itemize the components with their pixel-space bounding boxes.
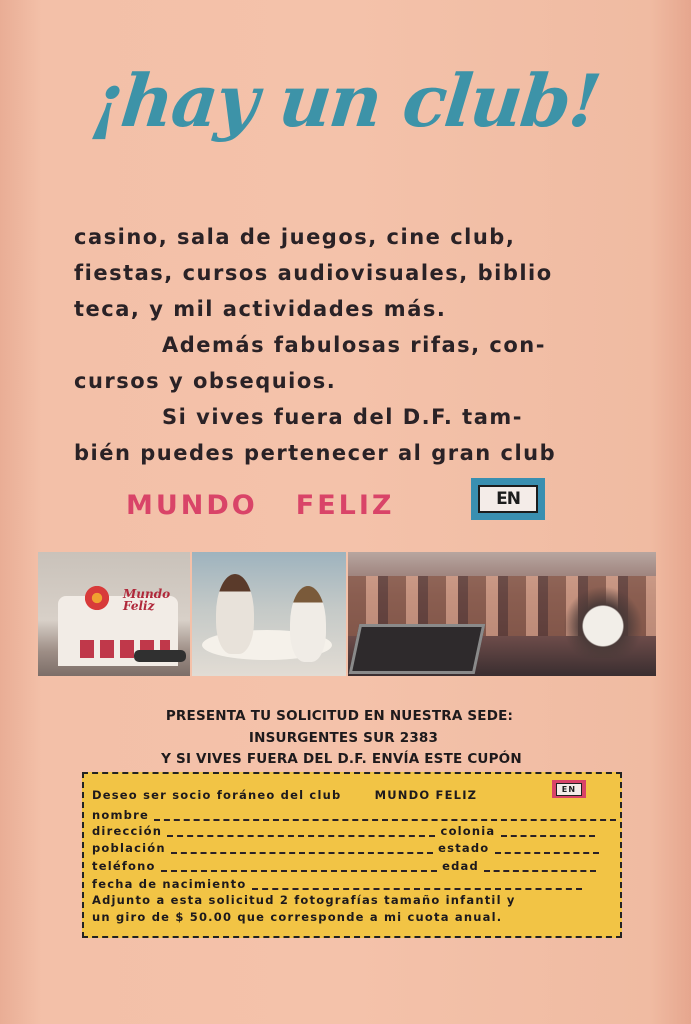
- children-at-table-photo: [192, 552, 346, 676]
- body-line: fiestas, cursos audiovisuales, biblio: [74, 261, 553, 285]
- field-label: edad: [442, 859, 479, 873]
- body-line: Además fabulosas rifas, con-: [162, 333, 546, 357]
- body-line: Si vives fuera del D.F. tam-: [162, 405, 523, 429]
- nombre-input-line[interactable]: [154, 811, 616, 821]
- fecha-input-line[interactable]: [252, 880, 582, 890]
- guitar-group-shape: [558, 578, 648, 658]
- poblacion-input-line[interactable]: [171, 844, 433, 854]
- club-building-photo: [38, 552, 190, 676]
- brand-word: MUNDO: [126, 490, 258, 521]
- instruction-line: INSURGENTES SUR 2383: [248, 730, 439, 746]
- field-telefono[interactable]: [92, 859, 596, 873]
- headline: ¡hay un club!: [87, 58, 604, 143]
- brand-name: [126, 490, 394, 521]
- instruction-line: PRESENTA TU SOLICITUD EN NUESTRA SEDE:: [165, 708, 514, 724]
- coupon-note: Adjunto a esta solicitud 2 fotografías tamaño infantil y: [92, 893, 516, 907]
- logo-mark: EN: [478, 485, 538, 513]
- flower-logo-icon: [83, 584, 111, 612]
- building-sign: Mundo Feliz: [123, 587, 171, 613]
- games-room-photo: [348, 552, 656, 676]
- body-line: bién puedes pertenecer al gran club: [74, 441, 557, 465]
- direccion-input-line[interactable]: [167, 827, 435, 837]
- field-label: población: [92, 841, 166, 855]
- body-text: [74, 219, 634, 471]
- child-figure: [216, 574, 254, 654]
- coupon-brand: MUNDO FELIZ: [374, 788, 478, 802]
- field-label: colonia: [440, 824, 496, 838]
- foosball-table-shape: [349, 624, 486, 674]
- body-line: teca, y mil actividades más.: [74, 297, 447, 321]
- colonia-input-line[interactable]: [501, 827, 595, 837]
- coupon-header-text: Deseo ser socio foráneo del club: [92, 788, 342, 802]
- edad-input-line[interactable]: [484, 862, 596, 872]
- field-label: fecha de nacimiento: [92, 877, 247, 891]
- body-line: cursos y obsequios.: [74, 369, 337, 393]
- field-label: estado: [438, 841, 490, 855]
- field-label: nombre: [92, 808, 149, 822]
- membership-coupon[interactable]: [82, 772, 622, 938]
- coupon-logo-mark: EN: [556, 783, 582, 796]
- car-shape: [134, 650, 186, 662]
- estado-input-line[interactable]: [495, 844, 599, 854]
- brand-word: FELIZ: [295, 490, 395, 521]
- coupon-header: [92, 788, 477, 802]
- field-fecha[interactable]: [92, 877, 582, 891]
- field-label: teléfono: [92, 859, 156, 873]
- body-line: casino, sala de juegos, cine club,: [74, 225, 516, 249]
- field-direccion[interactable]: [92, 824, 595, 838]
- field-nombre[interactable]: [92, 808, 616, 822]
- brand-logo-icon: [471, 478, 545, 520]
- field-label: dirección: [92, 824, 163, 838]
- field-poblacion[interactable]: [92, 841, 599, 855]
- coupon-note: un giro de $ 50.00 que corresponde a mi cuota anual.: [92, 910, 503, 924]
- child-figure: [290, 586, 326, 662]
- photo-strip: [38, 552, 656, 676]
- instruction-line: Y SI VIVES FUERA DEL D.F. ENVÍA ESTE CUPÓN: [161, 751, 522, 767]
- telefono-input-line[interactable]: [161, 862, 437, 872]
- coupon-logo-icon: [552, 780, 586, 798]
